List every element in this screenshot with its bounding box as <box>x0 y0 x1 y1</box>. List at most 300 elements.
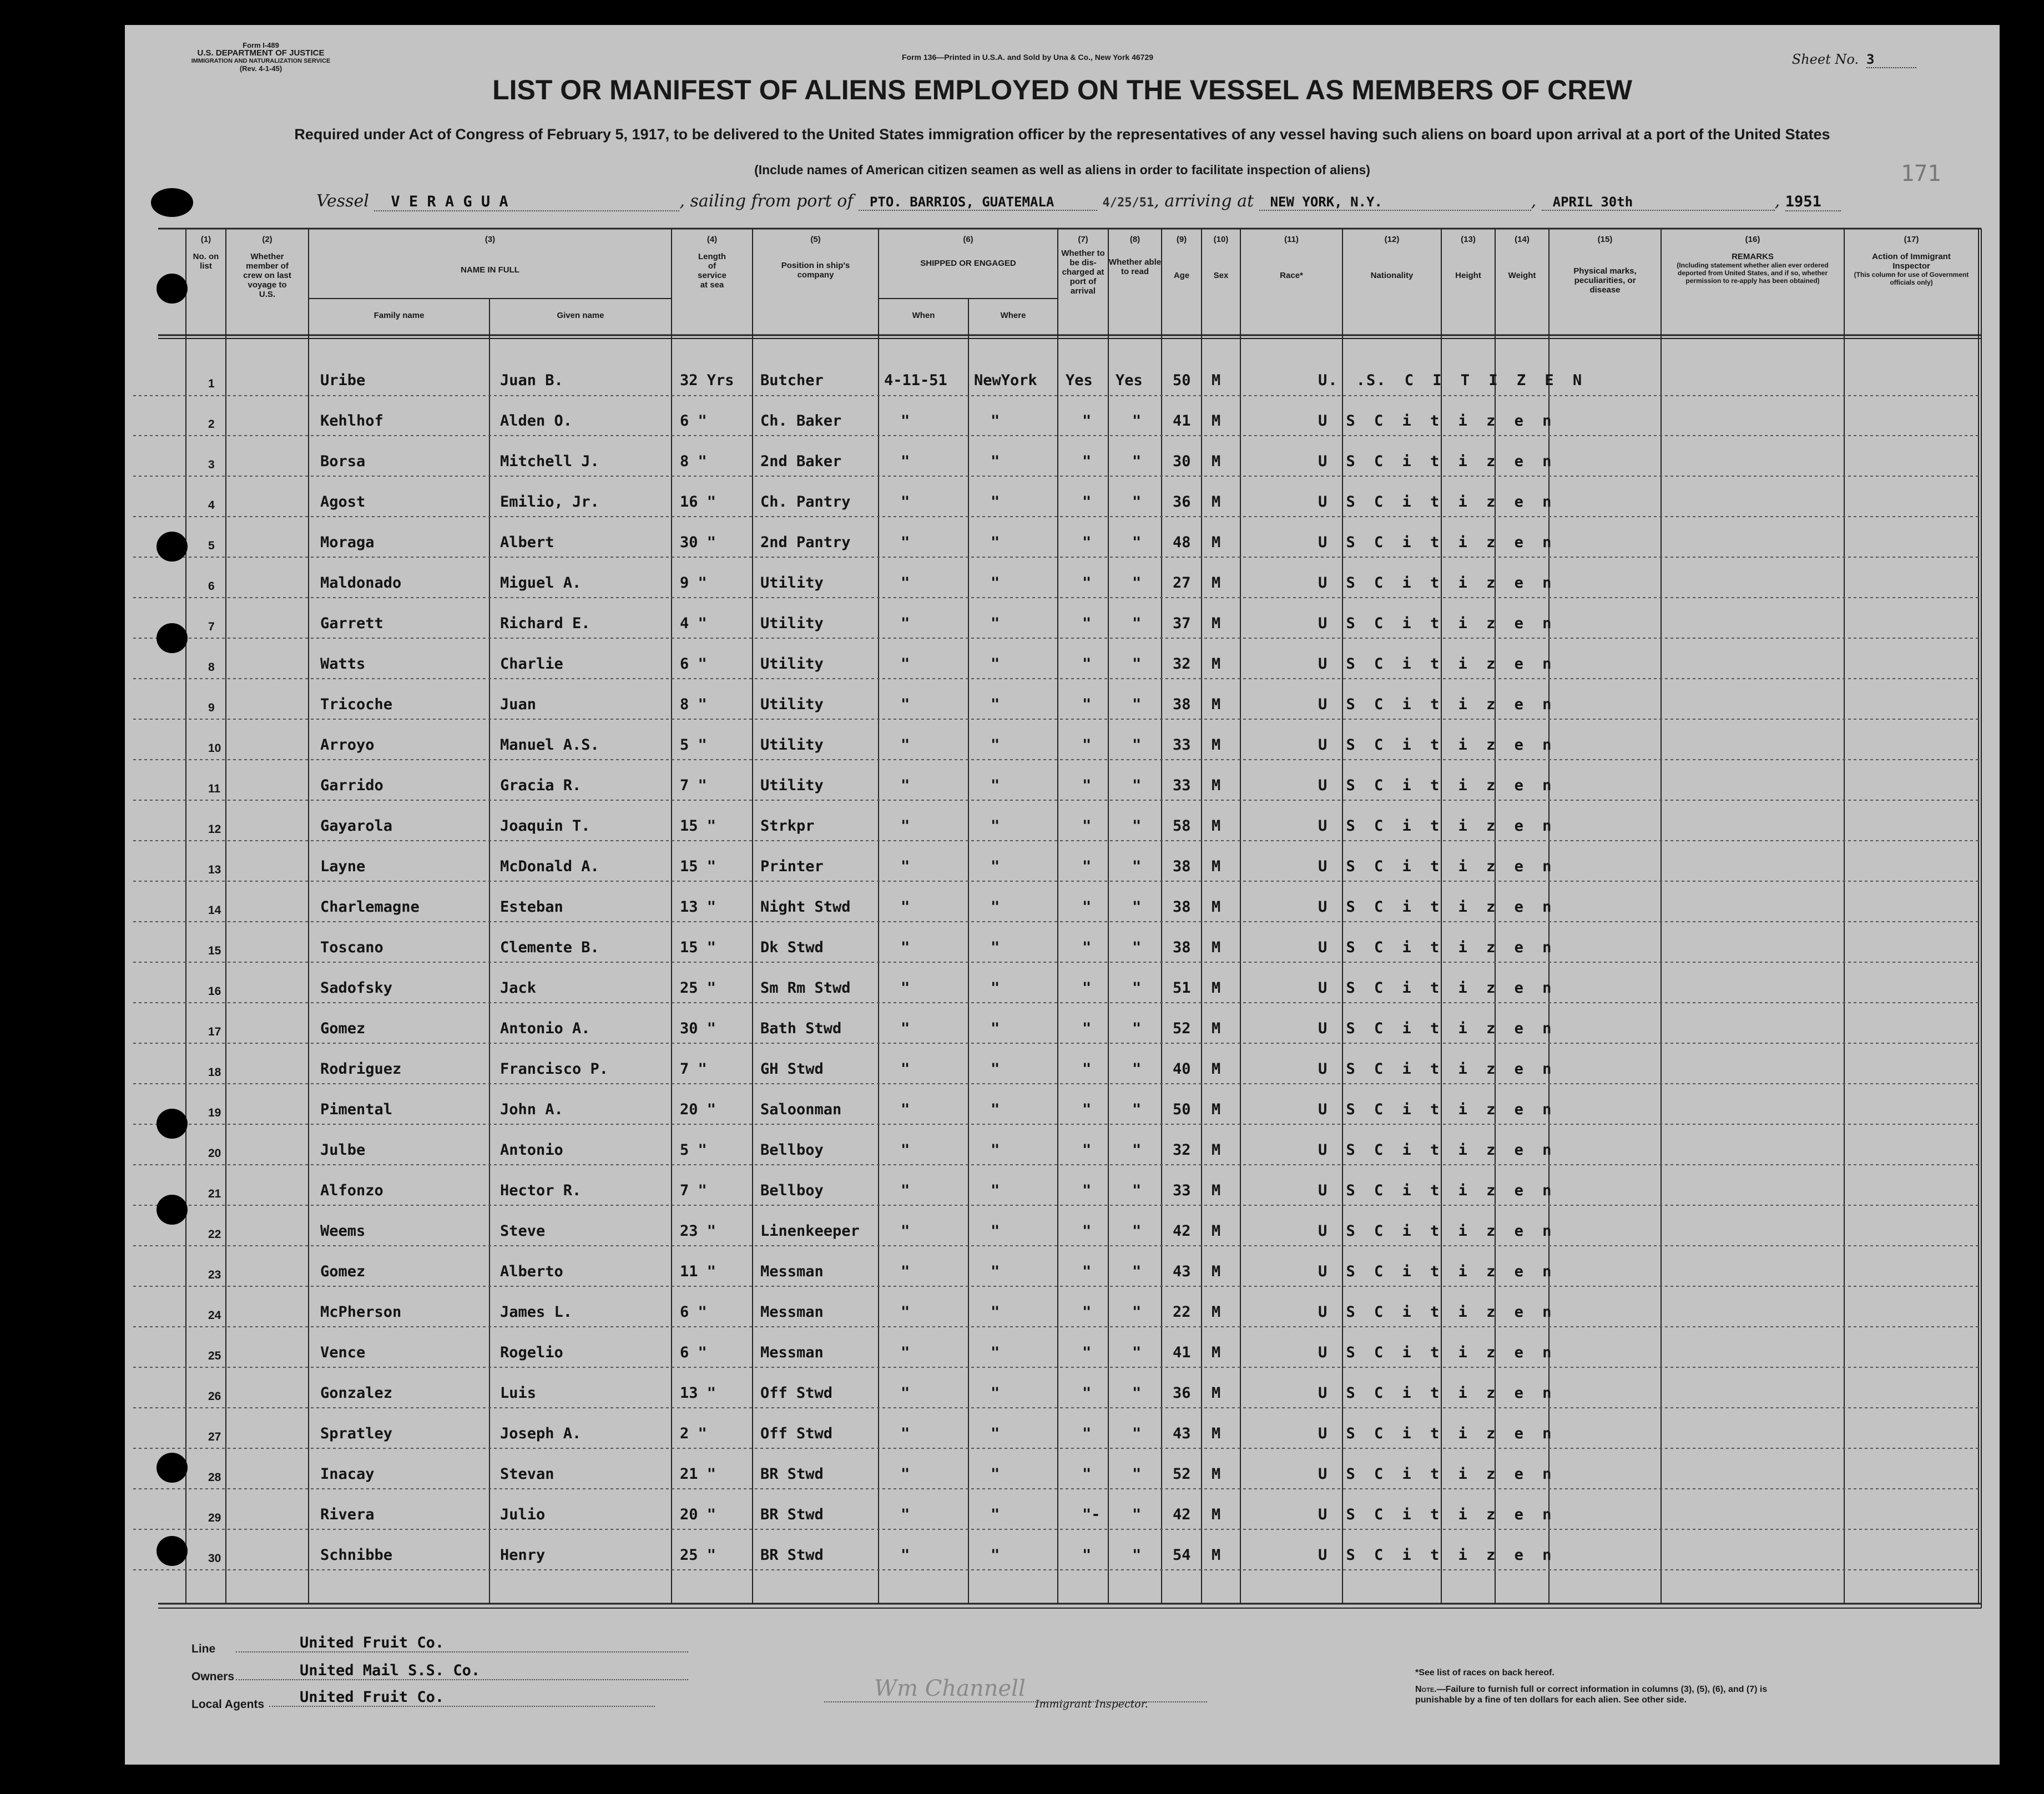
age: 33 <box>1173 1182 1191 1199</box>
shipped-when: " <box>901 655 910 673</box>
given-name: Antonio A. <box>500 1020 591 1037</box>
note-label: Note. <box>1415 1685 1437 1694</box>
able-to-read: Yes <box>1116 372 1143 389</box>
row-number: 27 <box>208 1431 221 1443</box>
family-name: Weems <box>320 1222 366 1240</box>
shipped-where: " <box>991 1384 1000 1402</box>
service-length: 32 Yrs <box>680 372 734 389</box>
col-5-num: (5) <box>810 235 821 244</box>
shipped-when: " <box>901 858 910 875</box>
shipped-when: 4-11-51 <box>884 372 947 389</box>
able-to-read: " <box>1132 1141 1142 1159</box>
age: 32 <box>1173 655 1191 673</box>
nationality: U S C i t i z e n <box>1318 979 1553 997</box>
discharged: " <box>1082 493 1092 511</box>
age: 30 <box>1173 453 1191 470</box>
line-value: United Fruit Co. <box>236 1634 688 1652</box>
col-14-label: Weight <box>1508 271 1536 280</box>
age: 36 <box>1173 493 1191 511</box>
arrival-date: APRIL 30th <box>1542 194 1775 211</box>
col-4-label: Length of service at sea <box>698 252 726 290</box>
shipped-where: " <box>991 1506 1000 1523</box>
sex: M <box>1212 898 1221 916</box>
position: Bellboy <box>760 1141 824 1159</box>
requirement-text: Required under Act of Congress of February 5, 1917, to be delivered to the United States immigration officer by the representatives of any vessel having such aliens on board upon arrival at a port of the United States <box>294 126 1830 143</box>
family-name: Borsa <box>320 453 366 470</box>
service-length: 15 " <box>680 817 716 835</box>
able-to-read: " <box>1132 534 1142 551</box>
position: Bellboy <box>760 1182 824 1199</box>
nationality: U S C i t i z e n <box>1318 615 1553 632</box>
col-6-sub-where: Where <box>1000 311 1026 320</box>
shipped-when: " <box>901 1101 910 1118</box>
form-number: Form I-489 <box>243 41 279 49</box>
shipped-where: " <box>991 979 1000 997</box>
row-number: 8 <box>208 661 215 674</box>
age: 48 <box>1173 534 1191 551</box>
sex: M <box>1212 1303 1221 1321</box>
col-14-header <box>1495 235 1549 280</box>
nationality: U S C i t i z e n <box>1318 574 1553 592</box>
col-11-label: Race* <box>1280 271 1303 280</box>
row-number: 3 <box>208 458 215 471</box>
service-length: 11 " <box>680 1263 716 1280</box>
shipped-when: " <box>901 1263 910 1280</box>
col-13-label: Height <box>1455 271 1481 280</box>
service-length: 6 " <box>680 1344 707 1361</box>
discharged: " <box>1082 615 1092 632</box>
position: BR Stwd <box>760 1547 824 1564</box>
shipped-when: " <box>901 1465 910 1483</box>
given-name: Joseph A. <box>500 1425 582 1442</box>
given-name: James L. <box>500 1303 573 1321</box>
col-7-header <box>1058 235 1108 296</box>
printer-note: Form 136—Printed in U.S.A. and Sold by Una & Co., New York 46729 <box>902 53 1154 62</box>
given-name: Henry <box>500 1547 546 1564</box>
sex: M <box>1212 939 1221 956</box>
col-11-num: (11) <box>1284 235 1299 244</box>
sex: M <box>1212 615 1221 632</box>
service-length: 15 " <box>680 939 716 956</box>
include-note: (Include names of American citizen seamen as well as aliens in order to facilitate inspection of aliens) <box>754 163 1370 177</box>
shipped-when: " <box>901 817 910 835</box>
shipped-when: " <box>901 1425 910 1442</box>
family-name: Gomez <box>320 1263 366 1280</box>
service-length: 7 " <box>680 777 707 794</box>
service-length: 25 " <box>680 979 716 997</box>
age: 52 <box>1173 1020 1191 1037</box>
position: Ch. Pantry <box>760 493 851 511</box>
col-13-header <box>1441 235 1495 280</box>
col-3-header <box>309 235 672 275</box>
family-name: Spratley <box>320 1425 393 1442</box>
given-name: Antonio <box>500 1141 563 1159</box>
given-name: John A. <box>500 1101 563 1118</box>
row-number: 11 <box>208 782 221 795</box>
nationality: U S C i t i z e n <box>1318 898 1553 916</box>
given-name: Stevan <box>500 1465 554 1483</box>
service-length: 30 " <box>680 534 716 551</box>
nationality: U S C i t i z e n <box>1318 1303 1553 1321</box>
able-to-read: " <box>1132 1182 1142 1199</box>
shipped-where: " <box>991 939 1000 956</box>
port-to: NEW YORK, N.Y. <box>1259 194 1531 211</box>
given-name: Jack <box>500 979 537 997</box>
col-1-header <box>186 235 226 271</box>
nationality: U S C i t i z e n <box>1318 939 1553 956</box>
sex: M <box>1212 1141 1221 1159</box>
note-text: —Failure to furnish full or correct information in columns (3), (5), (6), and (7) is punishable by a fine of ten dollars for each alien. See other side. <box>1415 1685 1768 1705</box>
given-name: Esteban <box>500 898 563 916</box>
shipped-where: " <box>991 655 1000 673</box>
col-17-num: (17) <box>1904 235 1919 244</box>
col-17-label: Action of Immigrant Inspector <box>1872 252 1951 271</box>
able-to-read: " <box>1132 1465 1142 1483</box>
discharged: " <box>1082 817 1092 835</box>
nationality: U S C i t i z e n <box>1318 777 1553 794</box>
able-to-read: " <box>1132 615 1142 632</box>
nationality: U S C i t i z e n <box>1318 493 1553 511</box>
given-name: Luis <box>500 1384 537 1402</box>
family-name: Charlemagne <box>320 898 420 916</box>
given-name: Alden O. <box>500 412 573 429</box>
shipped-when: " <box>901 1303 910 1321</box>
col-7-label: Whether to be dis-charged at port of arrival <box>1061 249 1105 296</box>
family-name: Kehlhof <box>320 412 383 429</box>
nationality: U S C i t i z e n <box>1318 1141 1553 1159</box>
row-number: 2 <box>208 418 215 431</box>
sheet-label: Sheet No. <box>1791 52 1859 67</box>
discharged: " <box>1082 858 1092 875</box>
given-name: Manuel A.S. <box>500 736 599 754</box>
age: 52 <box>1173 1465 1191 1483</box>
able-to-read: " <box>1132 1060 1142 1078</box>
sheet-value: 3 <box>1866 52 1916 68</box>
shipped-where: NewYork <box>974 372 1037 389</box>
shipped-where: " <box>991 412 1000 429</box>
row-number: 21 <box>208 1187 221 1200</box>
nationality: U. .S. C I T I Z E N <box>1318 372 1583 389</box>
department: U.S. DEPARTMENT OF JUSTICE <box>197 48 325 58</box>
row-number: 30 <box>208 1552 221 1565</box>
nationality: U S C i t i z e n <box>1318 1384 1553 1402</box>
shipped-when: " <box>901 1547 910 1564</box>
given-name: Albert <box>500 534 554 551</box>
able-to-read: " <box>1132 979 1142 997</box>
nationality: U S C i t i z e n <box>1318 736 1553 754</box>
sex: M <box>1212 1384 1221 1402</box>
col-11-header <box>1240 235 1343 280</box>
service-length: 15 " <box>680 858 716 875</box>
fine-note <box>1415 1684 1776 1705</box>
position: Utility <box>760 696 824 713</box>
shipped-where: " <box>991 736 1000 754</box>
nationality: U S C i t i z e n <box>1318 1547 1553 1564</box>
given-name: Clemente B. <box>500 939 599 956</box>
shipped-when: " <box>901 493 910 511</box>
position: Utility <box>760 574 824 592</box>
position: Utility <box>760 655 824 673</box>
discharged: " <box>1082 1303 1092 1321</box>
col-9-num: (9) <box>1176 235 1187 244</box>
shipped-where: " <box>991 1141 1000 1159</box>
inspector-signature: Wm Channell <box>824 1676 1207 1702</box>
row-number: 7 <box>208 620 215 633</box>
sex: M <box>1212 453 1221 470</box>
arrival-year: 1951 <box>1785 193 1841 211</box>
able-to-read: " <box>1132 939 1142 956</box>
able-to-read: " <box>1132 1547 1142 1564</box>
row-number: 10 <box>208 742 221 755</box>
given-name: Richard E. <box>500 615 591 632</box>
shipped-when: " <box>901 574 910 592</box>
discharged: " <box>1082 939 1092 956</box>
family-name: Arroyo <box>320 736 375 754</box>
col-2-label: Whether member of crew on last voyage to U.S. <box>243 252 291 299</box>
shipped-where: " <box>991 898 1000 916</box>
vessel-name: V E R A G U A <box>374 193 679 211</box>
age: 33 <box>1173 736 1191 754</box>
agents-label: Local Agents <box>191 1698 265 1711</box>
discharged: " <box>1082 1222 1092 1240</box>
able-to-read: " <box>1132 696 1142 713</box>
row-number: 28 <box>208 1471 221 1484</box>
family-name: Pimental <box>320 1101 393 1118</box>
service-length: 2 " <box>680 1425 707 1442</box>
age: 41 <box>1173 1344 1191 1361</box>
position: Dk Stwd <box>760 939 824 956</box>
discharged: " <box>1082 1344 1092 1361</box>
position: Off Stwd <box>760 1384 833 1402</box>
shipped-where: " <box>991 1425 1000 1442</box>
col-12-num: (12) <box>1384 235 1400 244</box>
discharged: " <box>1082 453 1092 470</box>
row-number: 4 <box>208 499 215 512</box>
family-name: Tricoche <box>320 696 393 713</box>
row-number: 12 <box>208 823 221 836</box>
position: Saloonman <box>760 1101 842 1118</box>
page-title: LIST OR MANIFEST OF ALIENS EMPLOYED ON THE VESSEL AS MEMBERS OF CREW <box>492 74 1632 105</box>
service-length: 5 " <box>680 736 707 754</box>
discharged: " <box>1082 898 1092 916</box>
service-length: 16 " <box>680 493 716 511</box>
col-16-label: REMARKS <box>1732 252 1774 261</box>
shipped-when: " <box>901 898 910 916</box>
sex: M <box>1212 1344 1221 1361</box>
sex: M <box>1212 1263 1221 1280</box>
family-name: Layne <box>320 858 366 875</box>
col-10-header <box>1202 235 1240 280</box>
sex: M <box>1212 858 1221 875</box>
family-name: Garrett <box>320 615 383 632</box>
position: Night Stwd <box>760 898 851 916</box>
service-length: 6 " <box>680 412 707 429</box>
service-length: 8 " <box>680 696 707 713</box>
given-name: Alberto <box>500 1263 563 1280</box>
shipped-when: " <box>901 615 910 632</box>
age: 27 <box>1173 574 1191 592</box>
shipped-where: " <box>991 615 1000 632</box>
row-number: 13 <box>208 863 221 876</box>
sex: M <box>1212 1222 1221 1240</box>
discharged: " <box>1082 1060 1092 1078</box>
col-17-header <box>1844 235 1979 286</box>
family-name: Alfonzo <box>320 1182 383 1199</box>
nationality: U S C i t i z e n <box>1318 1425 1553 1442</box>
row-number: 16 <box>208 985 221 998</box>
row-number: 29 <box>208 1512 221 1524</box>
family-name: Garrido <box>320 777 383 794</box>
service-length: 30 " <box>680 1020 716 1037</box>
able-to-read: " <box>1132 1222 1142 1240</box>
shipped-when: " <box>901 777 910 794</box>
position: 2nd Baker <box>760 453 842 470</box>
sex: M <box>1212 372 1221 389</box>
age: 42 <box>1173 1222 1191 1240</box>
col-6-label: SHIPPED OR ENGAGED <box>920 259 1016 268</box>
shipped-where: " <box>991 1101 1000 1118</box>
inspector-label: Immigrant Inspector. <box>1035 1698 1148 1710</box>
age: 42 <box>1173 1506 1191 1523</box>
position: 2nd Pantry <box>760 534 851 551</box>
discharged: " <box>1082 1384 1092 1402</box>
shipped-where: " <box>991 1344 1000 1361</box>
shipped-when: " <box>901 1060 910 1078</box>
date-note: 4/25/51 <box>1102 196 1154 210</box>
family-name: Sadofsky <box>320 979 393 997</box>
owners-value: United Mail S.S. Co. <box>236 1662 688 1680</box>
age: 43 <box>1173 1425 1191 1442</box>
shipped-where: " <box>991 453 1000 470</box>
position: Messman <box>760 1263 824 1280</box>
owners-label: Owners <box>191 1670 235 1683</box>
position: Messman <box>760 1344 824 1361</box>
able-to-read: " <box>1132 1303 1142 1321</box>
shipped-when: " <box>901 1506 910 1523</box>
col-10-label: Sex <box>1213 271 1229 280</box>
sex: M <box>1212 493 1221 511</box>
able-to-read: " <box>1132 898 1142 916</box>
col-9-label: Age <box>1173 271 1190 280</box>
service: IMMIGRATION AND NATURALIZATION SERVICE <box>191 58 331 64</box>
col-4-num: (4) <box>706 235 718 244</box>
service-length: 6 " <box>680 1303 707 1321</box>
able-to-read: " <box>1132 1384 1142 1402</box>
given-name: Mitchell J. <box>500 453 599 470</box>
col-12-label: Nationality <box>1370 271 1414 280</box>
line-label: Line <box>191 1643 216 1655</box>
position: Strkpr <box>760 817 815 835</box>
position: Linenkeeper <box>760 1222 860 1240</box>
row-number: 1 <box>208 377 215 390</box>
able-to-read: " <box>1132 1101 1142 1118</box>
service-length: 21 " <box>680 1465 716 1483</box>
position: Utility <box>760 777 824 794</box>
col-7-num: (7) <box>1078 235 1088 244</box>
shipped-when: " <box>901 1141 910 1159</box>
sex: M <box>1212 777 1221 794</box>
col-10-num: (10) <box>1213 235 1229 244</box>
sex: M <box>1212 1020 1221 1037</box>
given-name: McDonald A. <box>500 858 599 875</box>
nationality: U S C i t i z e n <box>1318 1465 1553 1483</box>
nationality: U S C i t i z e n <box>1318 696 1553 713</box>
given-name: Hector R. <box>500 1182 582 1199</box>
service-length: 4 " <box>680 615 707 632</box>
col-6-header <box>879 235 1058 268</box>
col-15-num: (15) <box>1597 235 1613 244</box>
col-1-label: No. on list <box>193 252 219 271</box>
position: Butcher <box>760 372 824 389</box>
nationality: U S C i t i z e n <box>1318 1182 1553 1199</box>
row-number: 23 <box>208 1269 221 1281</box>
age: 33 <box>1173 777 1191 794</box>
row-number: 6 <box>208 580 215 593</box>
col-12-header <box>1343 235 1441 280</box>
age: 58 <box>1173 817 1191 835</box>
nationality: U S C i t i z e n <box>1318 534 1553 551</box>
family-name: Watts <box>320 655 366 673</box>
given-name: Julio <box>500 1506 546 1523</box>
col-4-header <box>672 235 753 290</box>
col-17-sub: (This column for use of Government officials only) <box>1854 271 1969 286</box>
service-length: 23 " <box>680 1222 716 1240</box>
family-name: Julbe <box>320 1141 366 1159</box>
able-to-read: " <box>1132 655 1142 673</box>
nationality: U S C i t i z e n <box>1318 1020 1553 1037</box>
able-to-read: " <box>1132 736 1142 754</box>
given-name: Charlie <box>500 655 563 673</box>
punch-holes <box>151 188 193 1566</box>
family-name: Gayarola <box>320 817 393 835</box>
able-to-read: " <box>1132 574 1142 592</box>
able-to-read: " <box>1132 777 1142 794</box>
sex: M <box>1212 655 1221 673</box>
position: Sm Rm Stwd <box>760 979 851 997</box>
sex: M <box>1212 1465 1221 1483</box>
service-length: 9 " <box>680 574 707 592</box>
nationality: U S C i t i z e n <box>1318 412 1553 429</box>
sex: M <box>1212 1060 1221 1078</box>
col-3-label: NAME IN FULL <box>461 265 519 275</box>
sex: M <box>1212 979 1221 997</box>
sex: M <box>1212 696 1221 713</box>
row-number: 14 <box>208 904 221 917</box>
family-name: Inacay <box>320 1465 375 1483</box>
row-number: 20 <box>208 1147 221 1160</box>
nationality: U S C i t i z e n <box>1318 1101 1553 1118</box>
shipped-where: " <box>991 1303 1000 1321</box>
col-16-header <box>1661 235 1844 285</box>
col-9-header <box>1162 235 1202 280</box>
port-from: PTO. BARRIOS, GUATEMALA <box>859 194 1097 211</box>
row-number: 26 <box>208 1390 221 1403</box>
col-16-num: (16) <box>1745 235 1760 244</box>
position: Printer <box>760 858 824 875</box>
service-length: 25 " <box>680 1547 716 1564</box>
service-length: 20 " <box>680 1506 716 1523</box>
age: 51 <box>1173 979 1191 997</box>
discharged: " <box>1082 655 1092 673</box>
shipped-when: " <box>901 939 910 956</box>
manifest-sheet <box>125 25 2000 1765</box>
service-length: 7 " <box>680 1060 707 1078</box>
service-length: 5 " <box>680 1141 707 1159</box>
col-3-num: (3) <box>484 235 496 244</box>
shipped-where: " <box>991 1060 1000 1078</box>
col-8-label: Whether able to read <box>1108 257 1162 276</box>
family-name: Rivera <box>320 1506 375 1523</box>
